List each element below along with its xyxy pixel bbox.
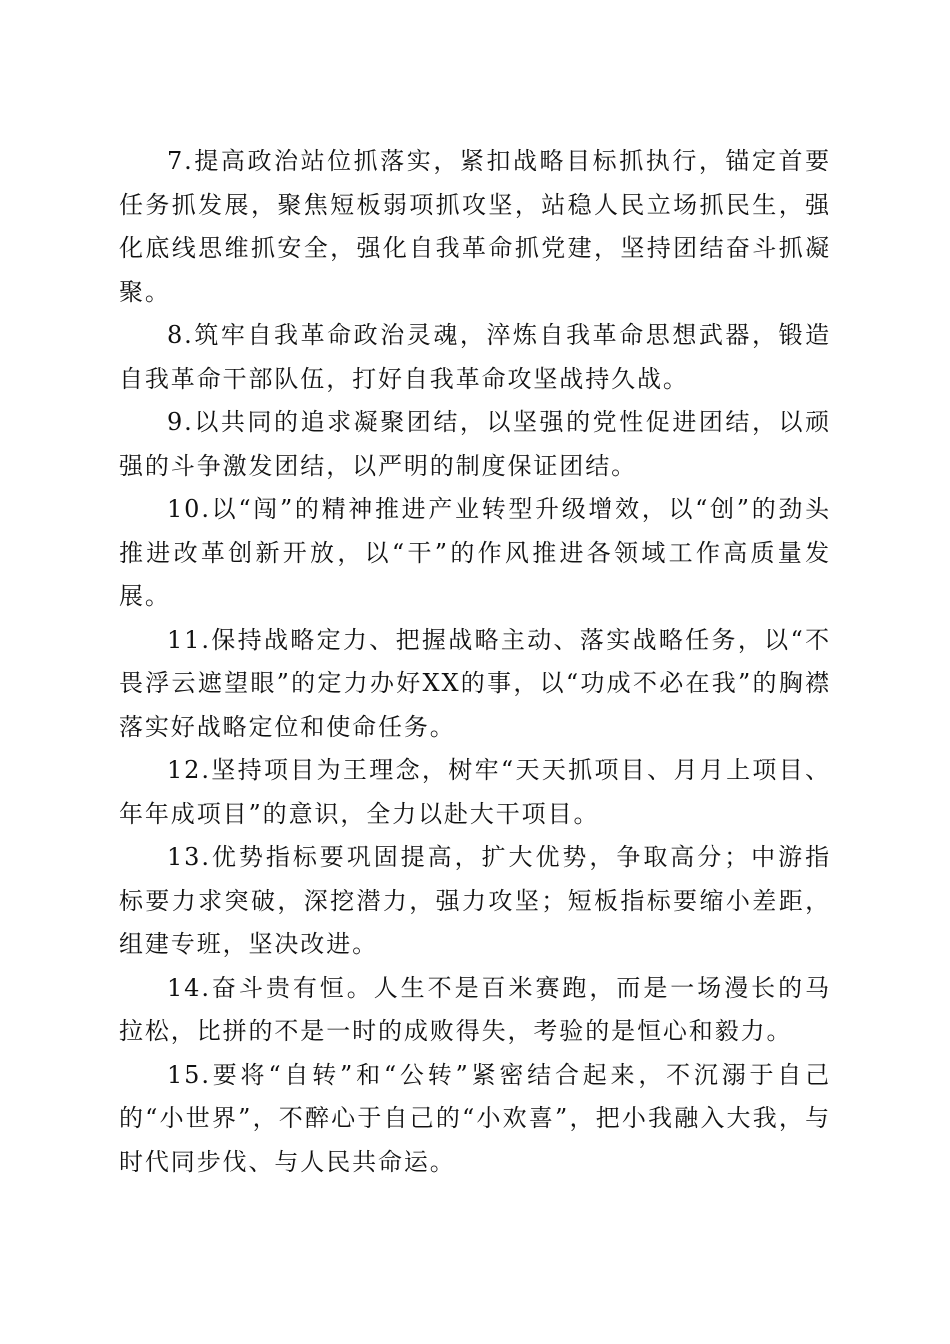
paragraph-15: 15.要将“自转”和“公转”紧密结合起来，不沉溺于自己的“小世界”，不醉心于自己的“小欢喜”，把小我融入大我，与时代同步伐、与人民共命运。 bbox=[119, 1060, 831, 1176]
paragraph-13: 13.优势指标要巩固提高，扩大优势，争取高分；中游指标要力求突破，深挖潜力，强力攻坚；短板指标要缩小差距，组建专班，坚决改进。 bbox=[119, 843, 831, 958]
paragraph-7: 7.提高政治站位抓落实，紧扣战略目标抓执行，锚定首要任务抓发展，聚焦短板弱项抓攻坚，站稳人民立场抓民生，强化底线思维抓安全，强化自我革命抓党建，坚持团结奋斗抓凝聚。 bbox=[119, 147, 831, 306]
paragraph-10: 10.以“闯”的精神推进产业转型升级增效，以“创”的劲头推进改革创新开放，以“干”的作风推进各领域工作高质量发展。 bbox=[119, 495, 831, 610]
document-body bbox=[119, 140, 831, 1184]
paragraph-8: 8.筑牢自我革命政治灵魂，淬炼自我革命思想武器，锻造自我革命干部队伍，打好自我革命攻坚战持久战。 bbox=[119, 321, 831, 393]
paragraph-12: 12.坚持项目为王理念，树牢“天天抓项目、月月上项目、年年成项目”的意识，全力以赴大干项目。 bbox=[119, 756, 831, 828]
paragraph-9: 9.以共同的追求凝聚团结，以坚强的党性促进团结，以顽强的斗争激发团结，以严明的制度保证团结。 bbox=[119, 408, 831, 480]
paragraph-14: 14.奋斗贵有恒。人生不是百米赛跑，而是一场漫长的马拉松，比拼的不是一时的成败得失，考验的是恒心和毅力。 bbox=[119, 973, 831, 1045]
paragraph-11: 11.保持战略定力、把握战略主动、落实战略任务，以“不畏浮云遮望眼”的定力办好XX的事，以“功成不必在我”的胸襟落实好战略定位和使命任务。 bbox=[119, 625, 831, 741]
